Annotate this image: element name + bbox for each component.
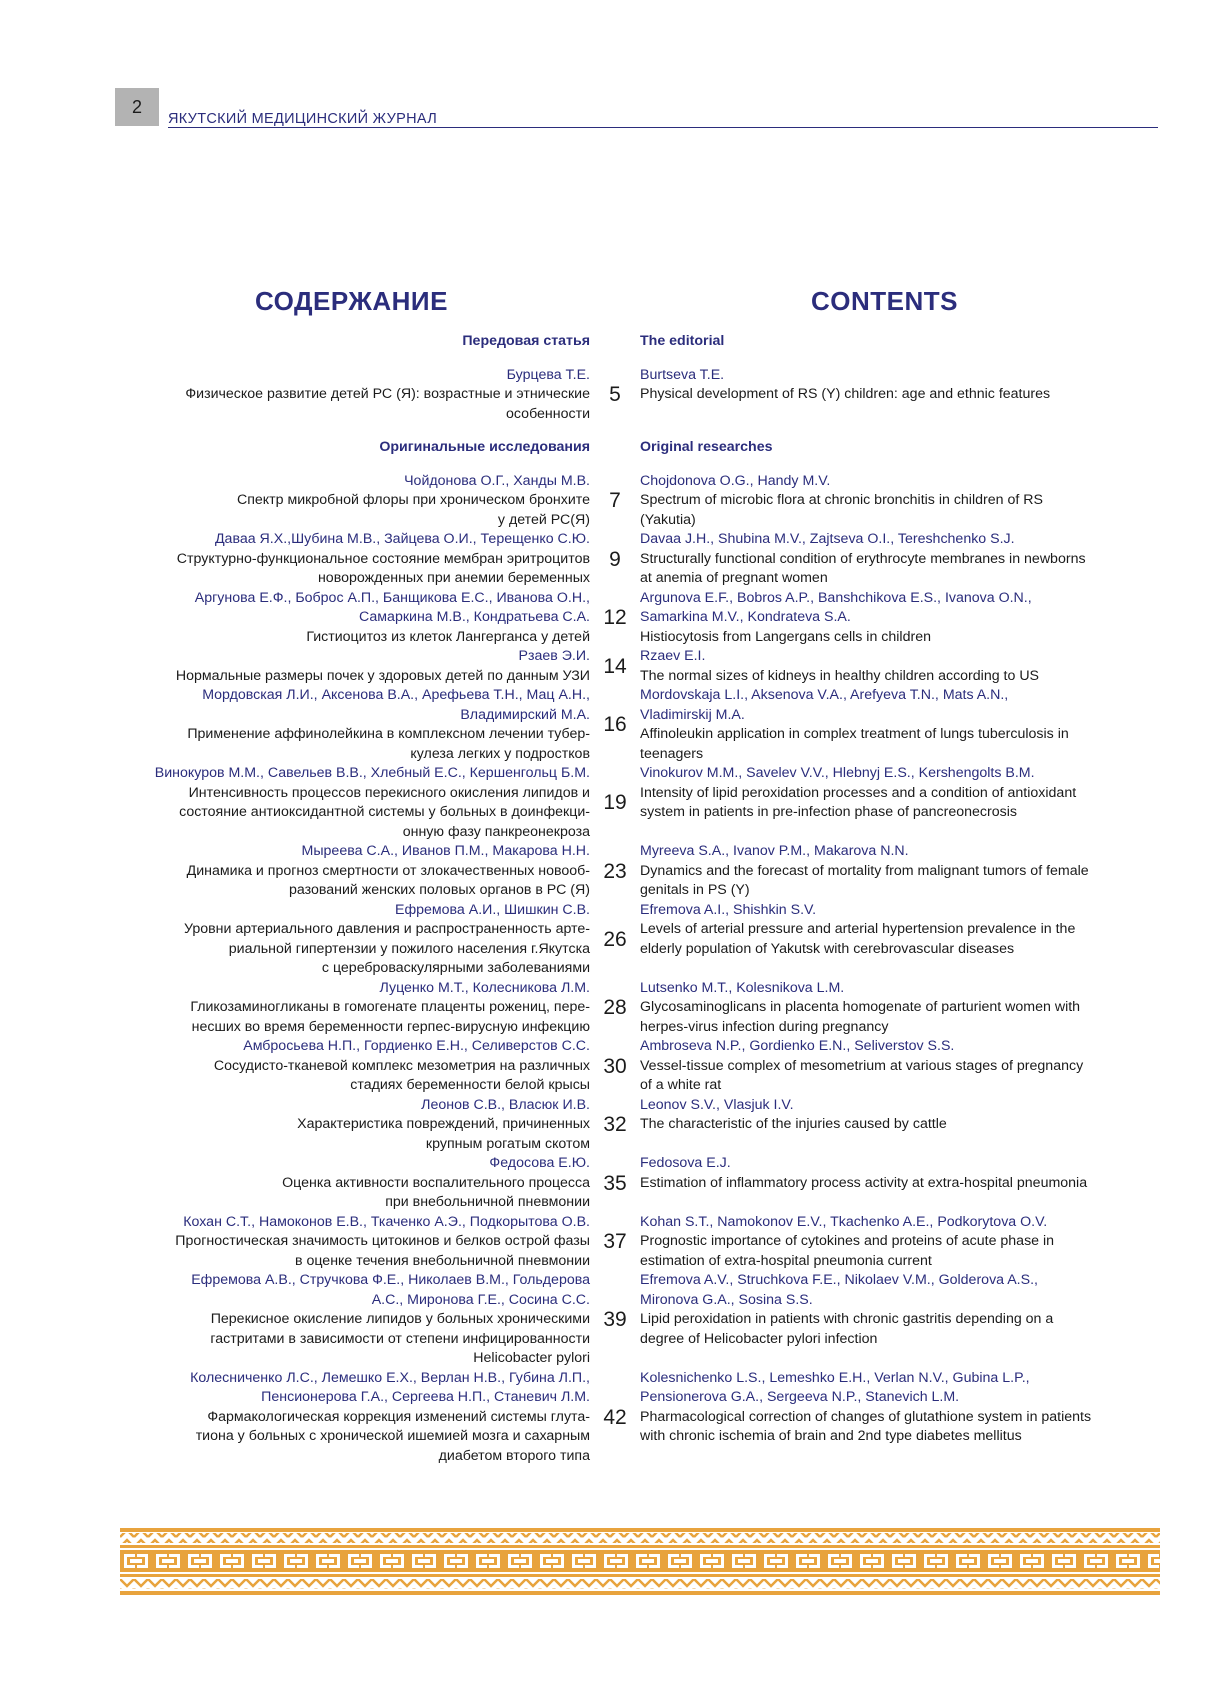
entry-authors-en: Fedosova E.J. bbox=[640, 1155, 731, 1171]
entry-title-ru: Helicobacter pylori bbox=[473, 1350, 590, 1366]
toc-entry bbox=[110, 472, 1160, 531]
entry-title-en: teenagers bbox=[640, 745, 704, 762]
entry-authors-ru: Мыреева С.А., Иванов П.М., Макарова Н.Н. bbox=[301, 843, 590, 859]
entry-title-ru: разований женских половых органов в РС (Я) bbox=[289, 882, 590, 898]
entry-title-en: Vessel-tissue complex of mesometrium at various stages of pregnancy bbox=[640, 1057, 1084, 1074]
entry-authors-en: Kolesnichenko L.S., Lemeshko E.H., Verlan N.V., Gubina L.P., bbox=[640, 1369, 1030, 1386]
page-number-ref: 35 bbox=[603, 1171, 627, 1195]
entry-ru bbox=[110, 1096, 590, 1155]
entry-title-ru: Характеристика повреждений, причиненных bbox=[297, 1116, 590, 1132]
entry-title-en: Prognostic importance of cytokines and proteins of acute phase in bbox=[640, 1233, 1055, 1249]
entry-title-ru: в оценке течения внебольничной пневмонии bbox=[294, 1252, 590, 1269]
toc-entry bbox=[110, 530, 1160, 589]
entry-title-en: with chronic ischemia of brain and 2nd type diabetes mellitus bbox=[640, 1428, 1022, 1444]
section-title-en: Original researches bbox=[640, 439, 773, 455]
entry-authors-ru: Чойдонова О.Г., Ханды М.В. bbox=[404, 472, 590, 489]
entry-title-en: Spectrum of microbic flora at chronic bronchitis in children of RS bbox=[640, 492, 1043, 508]
entry-title-en: Structurally functional condition of erythrocyte membranes in newborns bbox=[640, 550, 1086, 567]
ornament-border bbox=[120, 1528, 1160, 1598]
entry-title-en: system in patients in pre-infection phase of pancreonecrosis bbox=[640, 804, 1017, 820]
contents-title-en: CONTENTS bbox=[811, 286, 958, 316]
entry-authors-ru: Рзаев Э.И. bbox=[518, 648, 590, 664]
page-number-ref: 23 bbox=[603, 859, 627, 883]
entry-ru bbox=[110, 1369, 590, 1467]
entry-en bbox=[640, 842, 1160, 901]
toc-entry bbox=[110, 1154, 1160, 1213]
entry-ru bbox=[110, 842, 590, 901]
page-number-ref: 7 bbox=[609, 489, 621, 512]
entry-authors-en: Mironova G.A., Sosina S.S. bbox=[640, 1291, 813, 1308]
entry-authors-en: Mordovskaja L.I., Aksenova V.A., Arefyeva T.N., Mats A.N., bbox=[640, 687, 1009, 703]
entry-authors-ru: Мордовская Л.И., Аксенова В.А., Арефьева Т.Н., Мац А.Н., bbox=[202, 687, 590, 703]
entry-authors-en: Pensionerova G.A., Sergeeva N.P., Stanevich L.M. bbox=[640, 1389, 960, 1405]
toc-entry bbox=[110, 901, 1160, 979]
page-number-ref: 14 bbox=[603, 654, 627, 678]
entry-title-en: estimation of extra-hospital pneumonia current bbox=[640, 1252, 932, 1269]
entry-title-en: genitals in PS (Y) bbox=[640, 882, 750, 898]
entry-authors-ru: Амбросьева Н.П., Гордиенко Е.Н., Селиверстов С.С. bbox=[243, 1038, 590, 1054]
entry-title-en: Histiocytosis from Langergans cells in children bbox=[640, 628, 931, 645]
entry-en bbox=[640, 1096, 1160, 1155]
entry-en bbox=[640, 589, 1160, 648]
section-gap bbox=[110, 424, 1160, 438]
entry-title-ru: стадиях беременности белой крысы bbox=[350, 1077, 590, 1093]
entry-title-ru: Динамика и прогноз смертности от злокачественных новооб- bbox=[186, 862, 590, 879]
entry-title-ru: у детей РС(Я) bbox=[497, 511, 590, 528]
entry-en bbox=[640, 901, 1160, 979]
entry-title-ru: несших во время беременности герпес-вирусную инфекцию bbox=[191, 1018, 590, 1035]
entry-title-ru: Перекисное окисление липидов у больных хроническими bbox=[210, 1311, 590, 1327]
entry-title-ru: особенности bbox=[506, 405, 590, 422]
entry-en bbox=[640, 472, 1160, 531]
entry-title-en: Affinoleukin application in complex treatment of lungs tuberculosis in bbox=[640, 726, 1069, 742]
toc-entry bbox=[110, 1096, 1160, 1155]
entry-authors-en: Argunova E.F., Bobros A.P., Banshchikova E.S., Ivanova O.N., bbox=[640, 589, 1032, 606]
entry-authors-ru: Леонов С.В., Власюк И.В. bbox=[421, 1096, 590, 1113]
entry-authors-ru: Самаркина М.В., Кондратьева С.А. bbox=[359, 609, 590, 625]
page-number: 2 bbox=[115, 88, 159, 126]
entry-ru bbox=[110, 1213, 590, 1272]
page-number-ref: 12 bbox=[603, 606, 627, 629]
toc-entry bbox=[110, 589, 1160, 648]
entry-authors-ru: Даваа Я.Х.,Шубина М.В., Зайцева О.И., Терещенко С.Ю. bbox=[214, 531, 590, 547]
entry-en bbox=[640, 764, 1160, 842]
entry-authors-ru: Ефремова А.И., Шишкин С.В. bbox=[394, 901, 590, 918]
entry-authors-en: Myreeva S.A., Ivanov P.M., Makarova N.N. bbox=[640, 843, 909, 859]
entry-en bbox=[640, 366, 1160, 425]
entry-title-ru: крупным рогатым скотом bbox=[425, 1135, 590, 1152]
entry-title-ru: Гистиоцитоз из клеток Лангерганса у детей bbox=[306, 628, 590, 645]
entry-title-ru: Спектр микробной флоры при хроническом бронхите bbox=[236, 492, 590, 508]
entry-title-ru: Уровни артериального давления и распространенность арте- bbox=[183, 921, 590, 937]
entry-en bbox=[640, 979, 1160, 1038]
entry-title-en: Estimation of inflammatory process activity at extra-hospital pneumonia bbox=[640, 1174, 1088, 1191]
section-heading bbox=[110, 438, 1160, 458]
entry-en bbox=[640, 686, 1160, 764]
page-number-ref: 30 bbox=[603, 1054, 627, 1078]
entry-en bbox=[640, 530, 1160, 589]
toc-entry bbox=[110, 647, 1160, 686]
page-number-ref: 28 bbox=[603, 996, 627, 1019]
entry-title-en: The characteristic of the injuries caused by cattle bbox=[640, 1116, 947, 1132]
entry-title-ru: Физическое развитие детей РС (Я): возрастные и этнические bbox=[185, 386, 590, 402]
entry-title-en: The normal sizes of kidneys in healthy children according to US bbox=[640, 667, 1040, 684]
entry-authors-en: Davaa J.H., Shubina M.V., Zajtseva O.I., Tereshchenko S.J. bbox=[640, 531, 1015, 547]
entry-title-ru: новорожденных при анемии беременных bbox=[317, 570, 590, 586]
entry-title-ru: Применение аффинолейкина в комплексном лечении тубер- bbox=[187, 726, 590, 742]
toc-entry bbox=[110, 979, 1160, 1038]
page-number-ref: 32 bbox=[603, 1113, 627, 1136]
header-rule bbox=[168, 127, 1158, 128]
entry-ru bbox=[110, 366, 590, 425]
entry-authors-en: Vladimirskij M.A. bbox=[640, 706, 745, 723]
entry-title-en: elderly population of Yakutsk with cerebrovascular diseases bbox=[640, 940, 1015, 957]
entry-title-en: Pharmacological correction of changes of glutathione system in patients bbox=[640, 1408, 1092, 1425]
section-heading bbox=[110, 332, 1160, 352]
entry-title-en: Glycosaminoglicans in placenta homogenate of parturient women with bbox=[640, 999, 1081, 1015]
entry-title-ru: при внебольничной пневмонии bbox=[385, 1194, 590, 1210]
entry-title-ru: кулеза легких у подростков bbox=[410, 745, 590, 762]
page-number-ref: 5 bbox=[609, 383, 621, 406]
entry-en bbox=[640, 1271, 1160, 1369]
entry-title-ru: Сосудисто-тканевой комплекс мезометрия на различных bbox=[213, 1057, 590, 1074]
entry-authors-ru: Луценко М.Т., Колесникова Л.М. bbox=[379, 979, 590, 996]
entry-title-en: degree of Helicobacter pylori infection bbox=[640, 1330, 878, 1347]
entry-authors-en: Efremova A.I., Shishkin S.V. bbox=[640, 901, 817, 918]
entry-ru bbox=[110, 764, 590, 842]
section-title-ru: Передовая статья bbox=[462, 333, 590, 349]
toc-entry bbox=[110, 764, 1160, 842]
entry-ru bbox=[110, 1037, 590, 1096]
entry-title-ru: Интенсивность процессов перекисного окисления липидов и bbox=[188, 784, 590, 801]
entry-en bbox=[640, 1037, 1160, 1096]
toc-entry bbox=[110, 1369, 1160, 1467]
entry-en bbox=[640, 1154, 1160, 1213]
entry-en bbox=[640, 647, 1160, 686]
entry-authors-en: Ambroseva N.P., Gordienko E.N., Seliverstov S.S. bbox=[640, 1038, 955, 1054]
entry-title-en: Physical development of RS (Y) children: age and ethnic features bbox=[640, 386, 1051, 402]
entry-title-ru: состояние антиоксидантной системы у больных в доинфекци- bbox=[179, 804, 590, 820]
page-number-ref: 26 bbox=[603, 927, 627, 951]
entry-ru bbox=[110, 1271, 590, 1369]
section-spacer bbox=[590, 438, 640, 458]
entry-authors-ru: Владимирский М.А. bbox=[460, 706, 590, 723]
entry-ru bbox=[110, 979, 590, 1038]
entry-title-en: (Yakutia) bbox=[640, 511, 696, 528]
entry-title-ru: тиона у больных с хронической ишемией мозга и сахарным bbox=[195, 1428, 590, 1444]
entry-en bbox=[640, 1213, 1160, 1272]
entry-ru bbox=[110, 530, 590, 589]
entry-authors-ru: Кохан С.Т., Намоконов Е.В., Ткаченко А.Э., Подкорытова О.В. bbox=[183, 1213, 590, 1230]
toc-entry bbox=[110, 842, 1160, 901]
entry-title-ru: Оценка активности воспалительного процесса bbox=[282, 1174, 590, 1191]
toc-entry bbox=[110, 686, 1160, 764]
section-title-en: The editorial bbox=[640, 333, 725, 349]
entry-authors-ru: Колесниченко Л.С., Лемешко Е.Х., Верлан Н.В., Губина Л.П., bbox=[190, 1369, 590, 1386]
entry-authors-ru: Федосова Е.Ю. bbox=[489, 1155, 590, 1171]
entry-title-ru: риальной гипертензии у пожилого населения г.Якутска bbox=[228, 940, 590, 957]
entry-en bbox=[640, 1369, 1160, 1467]
entry-authors-ru: Бурцева Т.Е. bbox=[506, 366, 590, 383]
toc-entry bbox=[110, 1213, 1160, 1272]
entry-title-en: Lipid peroxidation in patients with chronic gastritis depending on a bbox=[640, 1311, 1054, 1327]
entry-title-en: Intensity of lipid peroxidation processes and a condition of antioxidant bbox=[640, 784, 1077, 801]
page-number-ref: 39 bbox=[603, 1308, 627, 1331]
entry-title-ru: Гликозаминогликаны в гомогенате плаценты рожениц, пере- bbox=[190, 999, 590, 1015]
journal-title: ЯКУТСКИЙ МЕДИЦИНСКИЙ ЖУРНАЛ bbox=[168, 111, 443, 127]
table-of-contents bbox=[110, 332, 1160, 1466]
entry-ru bbox=[110, 686, 590, 764]
entry-authors-en: Kohan S.T., Namokonov E.V., Tkachenko A.E., Podkorytova O.V. bbox=[640, 1213, 1048, 1230]
entry-title-en: Levels of arterial pressure and arterial hypertension prevalence in the bbox=[640, 921, 1076, 937]
page-number-ref: 19 bbox=[603, 791, 627, 815]
entry-ru bbox=[110, 472, 590, 531]
page-number-ref: 16 bbox=[603, 713, 627, 737]
entry-authors-en: Efremova A.V., Struchkova F.E., Nikolaev V.M., Golderova A.S., bbox=[640, 1272, 1038, 1288]
entry-authors-en: Lutsenko M.T., Kolesnikova L.M. bbox=[640, 979, 845, 996]
toc-entry bbox=[110, 1037, 1160, 1096]
entry-authors-ru: Пенсионерова Г.А., Сергеева Н.П., Станевич Л.М. bbox=[261, 1389, 590, 1405]
page-number-ref: 37 bbox=[603, 1230, 627, 1253]
entry-authors-ru: Аргунова Е.Ф., Бoброс А.П., Банщикова Е.С., Иванова О.Н., bbox=[194, 589, 590, 606]
entry-title-en: Dynamics and the forecast of mortality from malignant tumors of female bbox=[640, 862, 1089, 879]
entry-title-ru: диабетом второго типа bbox=[438, 1447, 590, 1464]
section-spacer bbox=[590, 332, 640, 352]
entry-title-en: herpes-virus infection during pregnancy bbox=[640, 1018, 889, 1035]
entry-authors-en: Rzaev E.I. bbox=[640, 648, 706, 664]
section-title-ru: Оригинальные исследования bbox=[379, 439, 590, 455]
entry-authors-ru: Ефремова А.В., Стручкова Ф.Е., Николаев В.М., Гольдерова bbox=[191, 1272, 590, 1288]
entry-authors-en: Chojdonova O.G., Handy M.V. bbox=[640, 472, 831, 489]
entry-title-ru: онную фазу панкреонекроза bbox=[402, 823, 590, 840]
entry-title-ru: с цереброваскулярными заболеваниями bbox=[321, 960, 590, 976]
toc-entry bbox=[110, 1271, 1160, 1369]
page-number-ref: 42 bbox=[603, 1405, 627, 1429]
entry-ru bbox=[110, 1154, 590, 1213]
entry-title-en: of a white rat bbox=[640, 1077, 722, 1093]
entry-title-ru: гастритами в зависимости от степени инфицированности bbox=[210, 1330, 590, 1347]
page-number-ref: 9 bbox=[609, 547, 621, 571]
entry-authors-en: Leonov S.V., Vlasjuk I.V. bbox=[640, 1096, 794, 1113]
entry-ru bbox=[110, 647, 590, 686]
entry-authors-en: Samarkina M.V., Kondrateva S.A. bbox=[640, 609, 851, 625]
entry-authors-ru: А.С., Миронова Г.Е., Сосина С.С. bbox=[371, 1291, 590, 1308]
toc-entry bbox=[110, 366, 1160, 425]
entry-title-en: at anemia of pregnant women bbox=[640, 570, 828, 586]
entry-ru bbox=[110, 901, 590, 979]
entry-authors-ru: Винокуров М.М., Савельев В.В., Хлебный Е.С., Кершенгольц Б.М. bbox=[154, 765, 590, 781]
entry-authors-en: Vinokurov M.M., Savelev V.V., Hlebnyj E.S., Kershengolts B.M. bbox=[640, 765, 1035, 781]
entry-title-ru: Прогностическая значимость цитокинов и белков острой фазы bbox=[175, 1233, 590, 1249]
entry-title-ru: Структурно-функциональное состояние мембран эритроцитов bbox=[176, 550, 590, 567]
entry-title-ru: Нормальные размеры почек у здоровых детей по данным УЗИ bbox=[175, 667, 590, 684]
entry-ru bbox=[110, 589, 590, 648]
entry-title-ru: Фармакологическая коррекция изменений системы глута- bbox=[207, 1408, 590, 1425]
contents-title-ru: СОДЕРЖАНИЕ bbox=[255, 286, 448, 316]
entry-authors-en: Burtseva T.E. bbox=[640, 366, 725, 383]
